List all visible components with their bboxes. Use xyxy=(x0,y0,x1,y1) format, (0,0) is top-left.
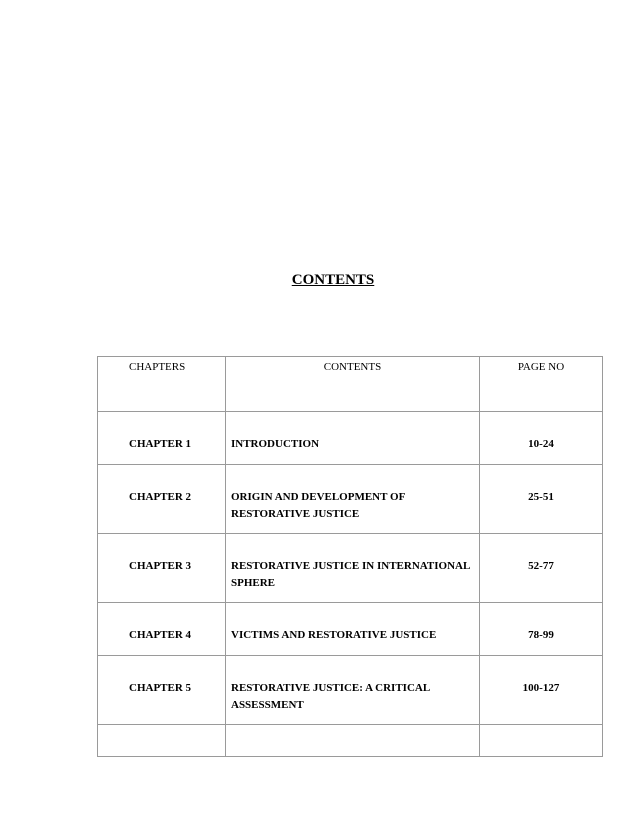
header-chapters: CHAPTERS xyxy=(98,357,226,412)
table-header-row xyxy=(98,357,603,412)
empty-row xyxy=(98,725,603,757)
page-cell: 25-51 xyxy=(480,465,603,534)
page-title: CONTENTS xyxy=(291,272,375,288)
contents-table xyxy=(97,356,603,757)
page-cell: 10-24 xyxy=(480,412,603,465)
table-row xyxy=(98,412,603,465)
table-row xyxy=(98,603,603,656)
header-page-no: PAGE NO xyxy=(480,357,603,412)
page-cell: 52-77 xyxy=(480,534,603,603)
empty-cell xyxy=(226,725,480,757)
table-row xyxy=(98,465,603,534)
content-cell: ORIGIN AND DEVELOPMENT OF RESTORATIVE JUSTICE xyxy=(226,465,480,534)
table-row xyxy=(98,656,603,725)
content-cell: RESTORATIVE JUSTICE IN INTERNATIONAL SPHERE xyxy=(226,534,480,603)
chapter-cell: CHAPTER 1 xyxy=(98,412,226,465)
page-cell: 78-99 xyxy=(480,603,603,656)
content-cell: INTRODUCTION xyxy=(226,412,480,465)
chapter-cell: CHAPTER 4 xyxy=(98,603,226,656)
chapter-cell: CHAPTER 3 xyxy=(98,534,226,603)
empty-cell xyxy=(480,725,603,757)
empty-cell xyxy=(98,725,226,757)
page-cell: 100-127 xyxy=(480,656,603,725)
table-row xyxy=(98,534,603,603)
content-cell: RESTORATIVE JUSTICE: A CRITICAL ASSESSMENT xyxy=(226,656,480,725)
chapter-cell: CHAPTER 5 xyxy=(98,656,226,725)
header-contents: CONTENTS xyxy=(226,357,480,412)
chapter-cell: CHAPTER 2 xyxy=(98,465,226,534)
content-cell: VICTIMS AND RESTORATIVE JUSTICE xyxy=(226,603,480,656)
